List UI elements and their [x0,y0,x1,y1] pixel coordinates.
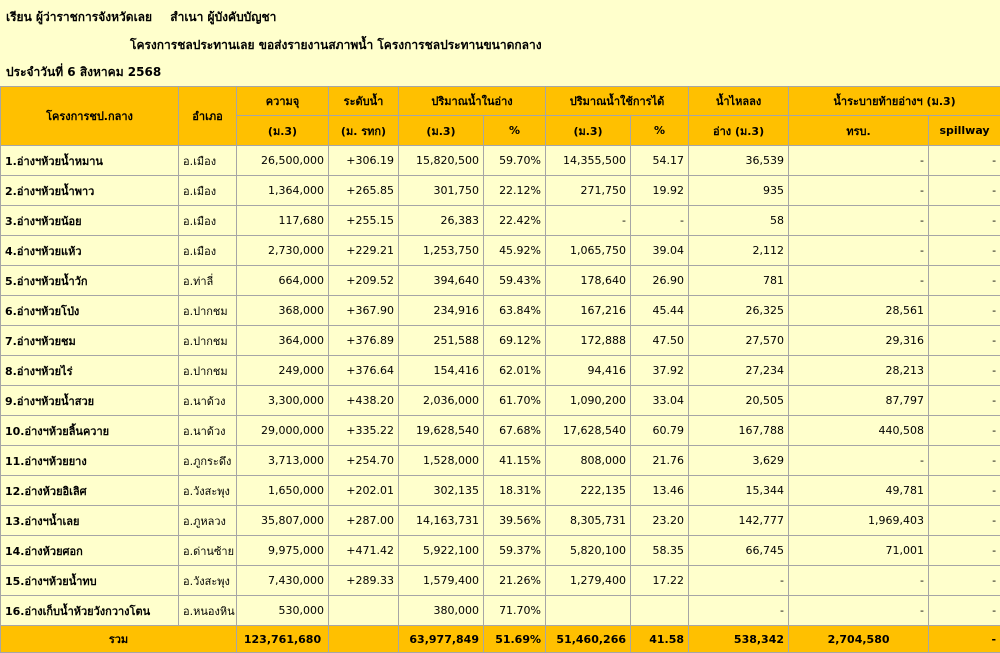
release-spillway-cell: - [929,236,1000,266]
district-cell: อ.หนองหิน [179,596,237,626]
usable-pct-cell: 37.92 [631,356,689,386]
usable-cell: 5,820,100 [546,536,631,566]
water-level-cell: +306.19 [329,146,399,176]
storage-cell: 394,640 [399,266,484,296]
release-spillway-cell: - [929,326,1000,356]
unit-storage: (ม.3) [399,116,484,146]
usable-pct-cell: 45.44 [631,296,689,326]
capacity-cell: 3,713,000 [237,446,329,476]
inflow-cell: 15,344 [689,476,789,506]
reservoir-name-cell: 12.อ่างห้วยอิเลิศ [1,476,179,506]
reservoir-name-cell: 6.อ่างฯห้วยโป่ง [1,296,179,326]
inflow-cell: 935 [689,176,789,206]
usable-cell: 222,135 [546,476,631,506]
storage-pct-cell: 69.12% [484,326,546,356]
release-spillway-cell: - [929,416,1000,446]
capacity-cell: 117,680 [237,206,329,236]
reservoir-name-cell: 8.อ่างฯห้วยไร่ [1,356,179,386]
reservoir-name-cell: 13.อ่างฯน้ำเลย [1,506,179,536]
water-level-cell: +376.64 [329,356,399,386]
usable-pct-cell: 13.46 [631,476,689,506]
district-cell: อ.ปากชม [179,326,237,356]
release-canal-cell: - [789,446,929,476]
water-level-cell [329,596,399,626]
table-row [1,326,1000,356]
capacity-cell: 26,500,000 [237,146,329,176]
release-spillway-cell: - [929,596,1000,626]
water-level-cell: +229.21 [329,236,399,266]
storage-cell: 1,528,000 [399,446,484,476]
district-cell: อ.นาด้วง [179,416,237,446]
storage-cell: 234,916 [399,296,484,326]
table-row [1,536,1000,566]
report-recipient [6,8,290,27]
usable-pct-cell: 39.04 [631,236,689,266]
district-cell: อ.ภูกระดึง [179,446,237,476]
reservoir-name-cell: 4.อ่างฯห้วยแห้ว [1,236,179,266]
unit-storage-pct: % [484,116,546,146]
storage-cell: 5,922,100 [399,536,484,566]
total-level [329,626,399,653]
storage-pct-cell: 21.26% [484,566,546,596]
report-date: ประจำวันที่ 6 สิงหาคม 2568 [6,63,161,82]
capacity-cell: 664,000 [237,266,329,296]
total-usable-pct: 41.58 [631,626,689,653]
reservoir-name-cell: 2.อ่างฯห้วยน้ำพาว [1,176,179,206]
table-row [1,236,1000,266]
table-row [1,266,1000,296]
storage-cell: 302,135 [399,476,484,506]
release-canal-cell: - [789,266,929,296]
capacity-cell: 9,975,000 [237,536,329,566]
capacity-cell: 1,650,000 [237,476,329,506]
capacity-cell: 29,000,000 [237,416,329,446]
capacity-cell: 368,000 [237,296,329,326]
release-canal-cell: 71,001 [789,536,929,566]
usable-cell: 808,000 [546,446,631,476]
release-spillway-cell: - [929,146,1000,176]
col-project: โครงการชป.กลาง [1,87,179,146]
total-usable: 51,460,266 [546,626,631,653]
release-canal-cell: - [789,236,929,266]
storage-pct-cell: 59.70% [484,146,546,176]
usable-pct-cell: 23.20 [631,506,689,536]
usable-cell: 8,305,731 [546,506,631,536]
col-storage: ปริมาณน้ำในอ่าง [399,87,546,116]
usable-cell: 1,065,750 [546,236,631,266]
usable-pct-cell: 26.90 [631,266,689,296]
district-cell: อ.ปากชม [179,356,237,386]
water-level-cell: +265.85 [329,176,399,206]
usable-cell: 271,750 [546,176,631,206]
col-capacity: ความจุ [237,87,329,116]
inflow-cell: - [689,596,789,626]
storage-pct-cell: 39.56% [484,506,546,536]
inflow-cell: 142,777 [689,506,789,536]
sub-canal: ทรบ. [789,116,929,146]
water-level-cell: +471.42 [329,536,399,566]
water-level-cell: +255.15 [329,206,399,236]
reservoir-name-cell: 11.อ่างฯห้วยยาง [1,446,179,476]
reservoir-name-cell: 16.อ่างเก็บน้ำห้วยวังกวางโตน [1,596,179,626]
release-spillway-cell: - [929,386,1000,416]
storage-cell: 251,588 [399,326,484,356]
usable-pct-cell: 58.35 [631,536,689,566]
storage-cell: 380,000 [399,596,484,626]
water-level-cell: +438.20 [329,386,399,416]
usable-cell: 167,216 [546,296,631,326]
report-subject: โครงการชลประทานเลย ขอส่งรายงานสภาพน้ำ โครงการชลประทานขนาดกลาง [130,36,542,55]
water-level-cell: +287.00 [329,506,399,536]
water-report-table [0,86,1000,653]
inflow-cell: 66,745 [689,536,789,566]
storage-pct-cell: 63.84% [484,296,546,326]
release-spillway-cell: - [929,566,1000,596]
reservoir-name-cell: 14.อ่างห้วยศอก [1,536,179,566]
table-row [1,206,1000,236]
usable-cell: 94,416 [546,356,631,386]
storage-cell: 14,163,731 [399,506,484,536]
reservoir-name-cell: 5.อ่างฯห้วยน้ำวัก [1,266,179,296]
table-row [1,416,1000,446]
storage-pct-cell: 22.42% [484,206,546,236]
release-canal-cell: 28,213 [789,356,929,386]
capacity-cell: 530,000 [237,596,329,626]
water-level-cell: +376.89 [329,326,399,356]
district-cell: อ.เมือง [179,176,237,206]
usable-pct-cell: 60.79 [631,416,689,446]
storage-cell: 15,820,500 [399,146,484,176]
district-cell: อ.ท่าลี่ [179,266,237,296]
usable-cell: - [546,206,631,236]
water-level-cell: +254.70 [329,446,399,476]
total-label: รวม [1,626,237,653]
release-canal-cell: 87,797 [789,386,929,416]
usable-pct-cell: 47.50 [631,326,689,356]
district-cell: อ.ภูหลวง [179,506,237,536]
storage-pct-cell: 59.43% [484,266,546,296]
water-level-cell: +367.90 [329,296,399,326]
release-canal-cell: - [789,566,929,596]
unit-capacity: (ม.3) [237,116,329,146]
unit-inflow: อ่าง (ม.3) [689,116,789,146]
total-storage-pct: 51.69% [484,626,546,653]
copy-to-text: สำเนา ผู้บังคับบัญชา [170,10,276,24]
release-spillway-cell: - [929,446,1000,476]
table-row [1,476,1000,506]
capacity-cell: 249,000 [237,356,329,386]
release-spillway-cell: - [929,296,1000,326]
storage-cell: 154,416 [399,356,484,386]
usable-cell: 178,640 [546,266,631,296]
capacity-cell: 3,300,000 [237,386,329,416]
release-canal-cell: 28,561 [789,296,929,326]
release-spillway-cell: - [929,356,1000,386]
table-row [1,506,1000,536]
inflow-cell: - [689,566,789,596]
table-row [1,146,1000,176]
release-canal-cell: - [789,176,929,206]
release-spillway-cell: - [929,536,1000,566]
reservoir-name-cell: 7.อ่างฯห้วยชม [1,326,179,356]
inflow-cell: 3,629 [689,446,789,476]
district-cell: อ.วังสะพุง [179,476,237,506]
inflow-cell: 26,325 [689,296,789,326]
usable-pct-cell: 33.04 [631,386,689,416]
storage-pct-cell: 41.15% [484,446,546,476]
water-level-cell: +202.01 [329,476,399,506]
sub-spillway: spillway [929,116,1000,146]
storage-pct-cell: 22.12% [484,176,546,206]
reservoir-name-cell: 1.อ่างฯห้วยน้ำหมาน [1,146,179,176]
storage-cell: 1,253,750 [399,236,484,266]
reservoir-name-cell: 9.อ่างฯห้วยน้ำสวย [1,386,179,416]
water-level-cell: +335.22 [329,416,399,446]
inflow-cell: 27,234 [689,356,789,386]
inflow-cell: 781 [689,266,789,296]
table-row [1,176,1000,206]
release-spillway-cell: - [929,266,1000,296]
col-level: ระดับน้ำ [329,87,399,116]
col-inflow: น้ำไหลลง [689,87,789,116]
storage-pct-cell: 71.70% [484,596,546,626]
usable-cell: 172,888 [546,326,631,356]
inflow-cell: 20,505 [689,386,789,416]
total-inflow: 538,342 [689,626,789,653]
capacity-cell: 2,730,000 [237,236,329,266]
total-storage: 63,977,849 [399,626,484,653]
usable-cell: 17,628,540 [546,416,631,446]
inflow-cell: 58 [689,206,789,236]
district-cell: อ.นาด้วง [179,386,237,416]
release-canal-cell: 440,508 [789,416,929,446]
table-row [1,596,1000,626]
table-row [1,296,1000,326]
district-cell: อ.เมือง [179,146,237,176]
usable-pct-cell: 54.17 [631,146,689,176]
usable-pct-cell: - [631,206,689,236]
recipient-text: เรียน ผู้ว่าราชการจังหวัดเลย [6,10,152,24]
inflow-cell: 27,570 [689,326,789,356]
release-canal-cell: - [789,206,929,236]
release-canal-cell: 1,969,403 [789,506,929,536]
col-usable: ปริมาณน้ำใช้การได้ [546,87,689,116]
usable-cell: 1,090,200 [546,386,631,416]
inflow-cell: 36,539 [689,146,789,176]
reservoir-name-cell: 15.อ่างฯห้วยน้ำทบ [1,566,179,596]
col-release: น้ำระบายท้ายอ่างฯ (ม.3) [789,87,1000,116]
table-row [1,446,1000,476]
district-cell: อ.วังสะพุง [179,566,237,596]
usable-pct-cell: 19.92 [631,176,689,206]
unit-level: (ม. รทก) [329,116,399,146]
storage-pct-cell: 61.70% [484,386,546,416]
total-canal: 2,704,580 [789,626,929,653]
unit-usable: (ม.3) [546,116,631,146]
col-district: อำเภอ [179,87,237,146]
release-canal-cell: - [789,146,929,176]
storage-pct-cell: 45.92% [484,236,546,266]
release-canal-cell: - [789,596,929,626]
usable-cell: 14,355,500 [546,146,631,176]
usable-cell: 1,279,400 [546,566,631,596]
capacity-cell: 1,364,000 [237,176,329,206]
capacity-cell: 364,000 [237,326,329,356]
district-cell: อ.เมือง [179,206,237,236]
capacity-cell: 35,807,000 [237,506,329,536]
storage-cell: 301,750 [399,176,484,206]
usable-cell [546,596,631,626]
water-level-cell: +289.33 [329,566,399,596]
storage-pct-cell: 18.31% [484,476,546,506]
table-row [1,386,1000,416]
storage-pct-cell: 62.01% [484,356,546,386]
usable-pct-cell: 17.22 [631,566,689,596]
release-spillway-cell: - [929,476,1000,506]
release-spillway-cell: - [929,506,1000,536]
release-spillway-cell: - [929,176,1000,206]
usable-pct-cell [631,596,689,626]
storage-cell: 1,579,400 [399,566,484,596]
storage-cell: 2,036,000 [399,386,484,416]
district-cell: อ.เมือง [179,236,237,266]
release-canal-cell: 29,316 [789,326,929,356]
release-canal-cell: 49,781 [789,476,929,506]
unit-usable-pct: % [631,116,689,146]
storage-pct-cell: 67.68% [484,416,546,446]
water-level-cell: +209.52 [329,266,399,296]
table-row [1,566,1000,596]
total-spillway: - [929,626,1000,653]
storage-cell: 19,628,540 [399,416,484,446]
inflow-cell: 167,788 [689,416,789,446]
total-row [1,626,1000,653]
district-cell: อ.ปากชม [179,296,237,326]
district-cell: อ.ด่านซ้าย [179,536,237,566]
capacity-cell: 7,430,000 [237,566,329,596]
inflow-cell: 2,112 [689,236,789,266]
storage-cell: 26,383 [399,206,484,236]
total-capacity: 123,761,680 [237,626,329,653]
reservoir-name-cell: 10.อ่างฯห้วยลิ้นควาย [1,416,179,446]
usable-pct-cell: 21.76 [631,446,689,476]
storage-pct-cell: 59.37% [484,536,546,566]
table-row [1,356,1000,386]
reservoir-name-cell: 3.อ่างฯห้วยน้อย [1,206,179,236]
release-spillway-cell: - [929,206,1000,236]
